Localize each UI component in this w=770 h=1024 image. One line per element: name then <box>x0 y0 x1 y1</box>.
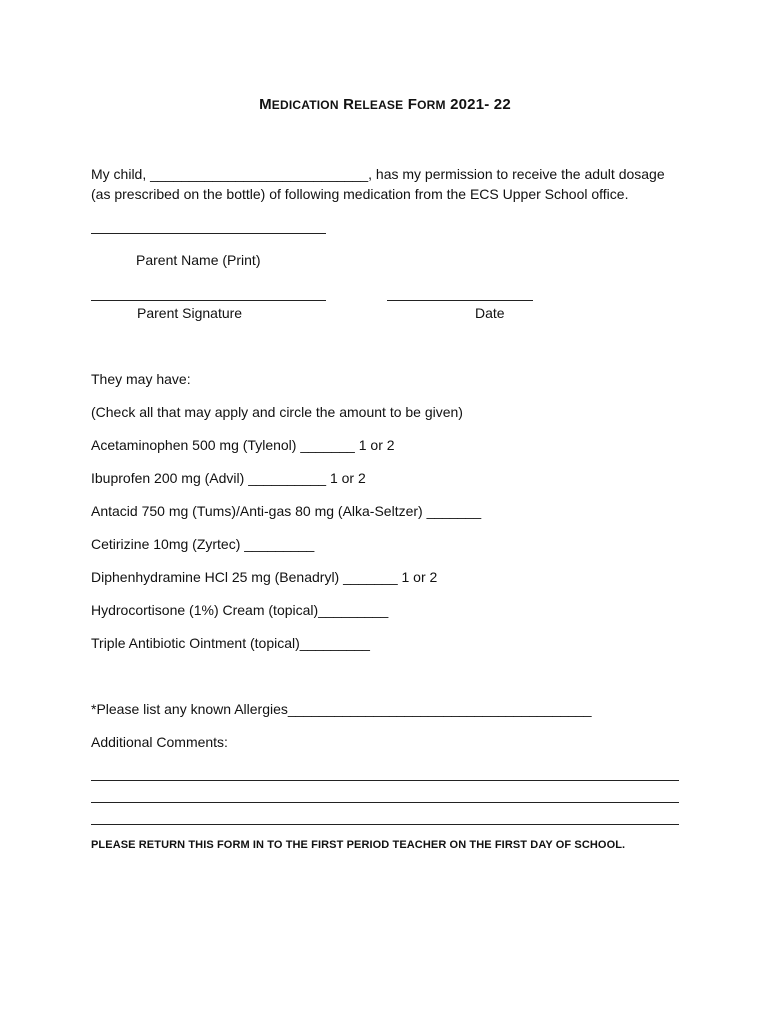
parent-name-line <box>91 233 326 234</box>
parent-name-label: Parent Name (Print) <box>136 252 261 268</box>
date-label: Date <box>475 305 505 321</box>
title-rest-1: EDICATION <box>271 98 339 112</box>
medication-item-diphenhydramine: Diphenhydramine HCl 25 mg (Benadryl) _______ 1 or 2 <box>91 569 438 585</box>
medication-item-cetirizine: Cetirizine 10mg (Zyrtec) _________ <box>91 536 315 552</box>
title-year: 2021- 22 <box>450 96 511 113</box>
medication-item-antacid: Antacid 750 mg (Tums)/Anti-gas 80 mg (Alka-Seltzer) _______ <box>91 503 482 519</box>
medication-item-ibuprofen: Ibuprofen 200 mg (Advil) __________ 1 or 2 <box>91 470 366 486</box>
title-rest-3: ORM <box>417 98 446 112</box>
intro-line-1: My child, ____________________________, has my permission to receive the adult dosage <box>91 166 665 182</box>
date-line <box>387 300 533 301</box>
comments-label: Additional Comments: <box>91 734 228 750</box>
intro-line-2: (as prescribed on the bottle) of following medication from the ECS Upper School office. <box>91 186 629 202</box>
parent-signature-line <box>91 300 326 301</box>
return-instructions: PLEASE RETURN THIS FORM IN TO THE FIRST PERIOD TEACHER ON THE FIRST DAY OF SCHOOL. <box>91 839 626 851</box>
medications-instructions: (Check all that may apply and circle the amount to be given) <box>91 404 463 420</box>
title-rest-2: ELEASE <box>354 98 404 112</box>
parent-signature-label: Parent Signature <box>137 305 243 321</box>
title-cap-1: M <box>259 96 272 113</box>
allergies-label: *Please list any known Allergies_______________________________________ <box>91 701 592 717</box>
medication-item-acetaminophen: Acetaminophen 500 mg (Tylenol) _______ 1 or 2 <box>91 437 395 453</box>
comments-line-3 <box>91 824 679 825</box>
title-cap-3: F <box>407 96 418 113</box>
comments-line-1 <box>91 780 679 781</box>
form-title <box>0 96 770 113</box>
title-cap-2: R <box>343 96 355 113</box>
medications-heading: They may have: <box>91 371 191 387</box>
medication-item-antibiotic: Triple Antibiotic Ointment (topical)_________ <box>91 635 370 651</box>
medication-item-hydrocortisone: Hydrocortisone (1%) Cream (topical)_________ <box>91 602 389 618</box>
comments-line-2 <box>91 802 679 803</box>
